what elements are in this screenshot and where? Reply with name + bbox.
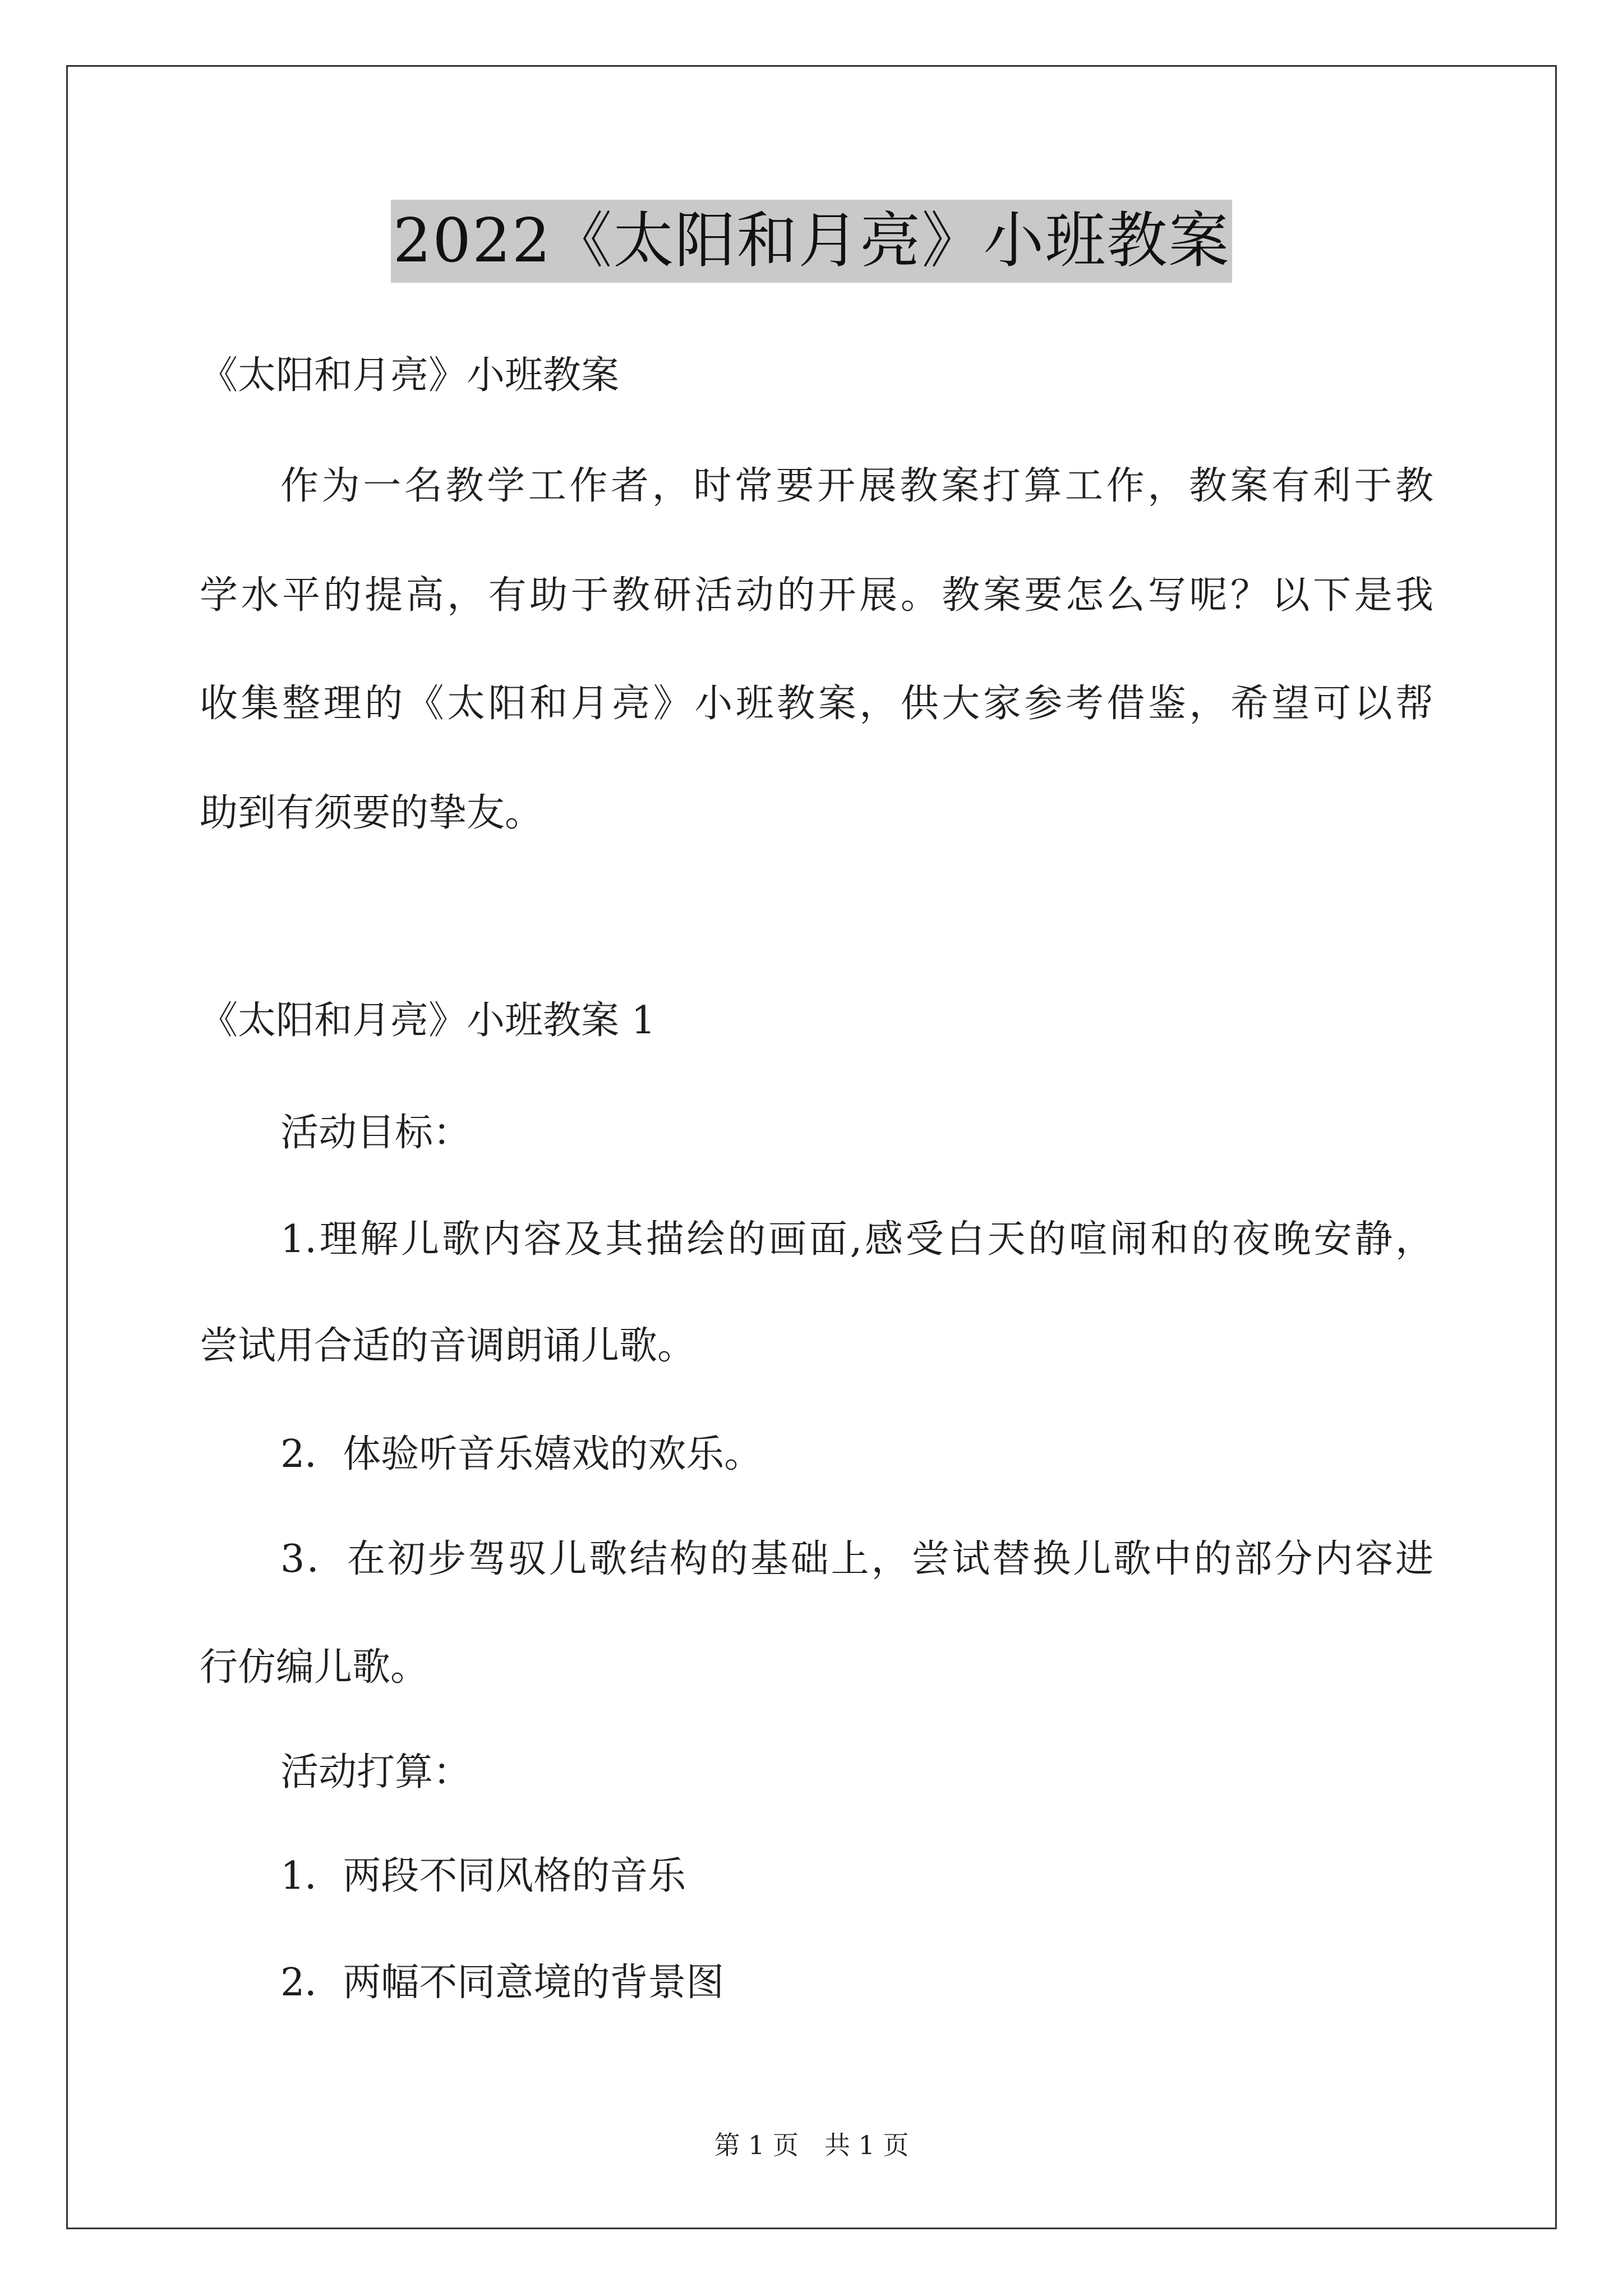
section-heading: 《太阳和月亮》小班教案 1 (200, 999, 656, 1043)
prep-item-2: 2．两幅不同意境的背景图 (280, 1961, 725, 2005)
intro-line-4: 助到有须要的挚友。 (200, 791, 543, 835)
intro-line-1: 作为一名教学工作者，时常要开展教案打算工作，教案有利于教 (280, 464, 1433, 508)
prep-item-1: 1．两段不同风格的音乐 (280, 1854, 686, 1898)
subtitle: 《太阳和月亮》小班教案 (200, 353, 620, 398)
goal-2: 2．体验听音乐嬉戏的欢乐。 (280, 1432, 763, 1476)
prep-heading: 活动打算： (280, 1750, 472, 1795)
goal-3-line-1: 3．在初步驾驭儿歌结构的基础上，尝试替换儿歌中的部分内容进 (280, 1537, 1433, 1581)
title-container (0, 200, 1623, 283)
goal-3-line-2: 行仿编儿歌。 (200, 1645, 429, 1690)
intro-line-2: 学水平的提高，有助于教研活动的开展。教案要怎么写呢？以下是我 (200, 573, 1433, 618)
page-footer: 第 1 页 共 1 页 (714, 2130, 909, 2160)
goal-1-line-2: 尝试用合适的音调朗诵儿歌。 (200, 1324, 696, 1368)
document-title: 2022《太阳和月亮》小班教案 (391, 200, 1233, 283)
goal-1-line-1: 1.理解儿歌内容及其描绘的画面,感受白天的喧闹和的夜晚安静， (280, 1217, 1433, 1262)
intro-line-3: 收集整理的《太阳和月亮》小班教案，供大家参考借鉴，希望可以帮 (200, 682, 1433, 726)
goals-heading: 活动目标： (280, 1111, 472, 1155)
